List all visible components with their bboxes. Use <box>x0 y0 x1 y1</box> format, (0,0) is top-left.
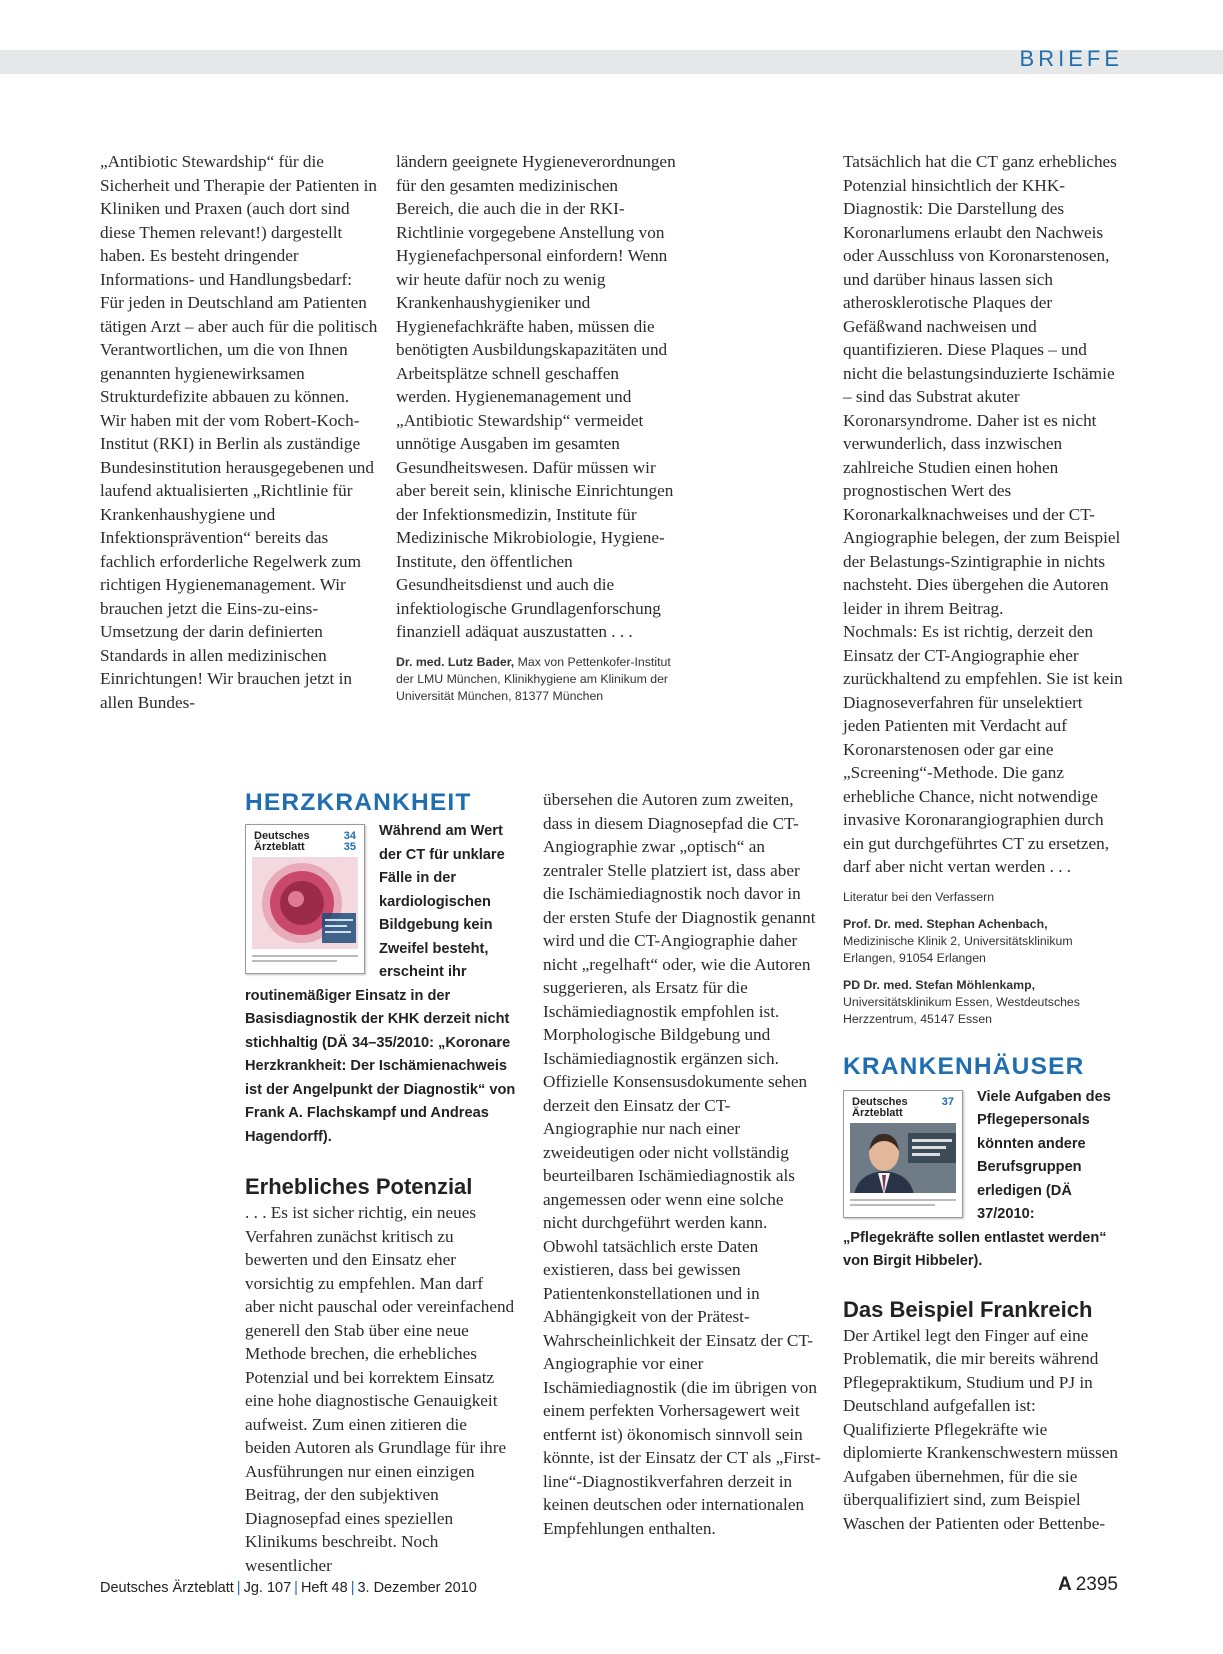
page-prefix: A <box>1057 1574 1072 1595</box>
column-2 <box>396 150 676 705</box>
herz-column <box>245 788 517 1577</box>
signature-name: Prof. Dr. med. Stephan Achenbach, <box>843 916 1048 931</box>
cover-photo <box>252 857 358 949</box>
signature-name: PD Dr. med. Stefan Möhlenkamp, <box>843 977 1036 992</box>
signature-affiliation: Max von Pettenkofer-Institut der LMU München, Klinikhygiene am Klinikum der Universität München, 81377 München <box>396 654 671 703</box>
paragraph: Der Artikel legt den Finger auf eine Problematik, die mir bereits während Pflegepraktikum, Studium und PJ in Deutschland aufgefallen ist: Qualifizierte Pflegekräfte wie diplomierte Krankenschwestern müssen Aufgaben übernehmen, für die sie überqualifiziert sind, zum Beispiel Waschen der Patienten oder Bettenbe- <box>843 1325 1118 1533</box>
column-1 <box>100 150 378 714</box>
cover-photo <box>850 1123 956 1193</box>
magazine-cover <box>843 1090 963 1218</box>
page-value: 2395 <box>1075 1574 1118 1595</box>
cover-issue-number: 37 <box>941 1095 954 1108</box>
signature <box>396 654 676 705</box>
section-label: BRIEFE <box>1019 46 1123 71</box>
teaser-text: Viele Aufgaben des Pflegepersonals könnten andere Berufsgruppen erledigen (DÄ 37/2010: „Pflegekräfte sollen entlastet werden“ von Birgit Hibbeler). <box>843 1088 1111 1269</box>
cover-brand: Deutsches Ärzteblatt <box>254 830 310 853</box>
paragraph: ländern geeignete Hygieneverordnungen für den gesamten medizinischen Bereich, die auch die in der RKI-Richtlinie vorgegebene Anstellung von Hygienefachpersonal einfordern! Wenn wir heute dafür noch zu wenig Krankenhaushygieniker und Hygienefachkräfte haben, müssen die benötigten Ausbildungskapazitäten und Arbeitsplätze schnell geschaffen werden. Hygienemanagement und „Antibiotic Stewardship“ vermeidet unnötige Ausgaben im gesamten Gesundheitswesen. Dafür müssen wir aber bereit sein, klinische Einrichtungen der Infektionsmedizin, Institute für Medizinische Mikrobiologie, Hygiene-Institute, den öffentlichen Gesundheitsdienst und auch die infektiologische Grundlagenforschung finanziell adäquat auszustatten . . . <box>396 152 676 641</box>
signature <box>843 977 1123 1028</box>
footer-citation: Deutsches Ärzteblatt | Jg. 107 | Heft 48 | 3. Dezember 2010 <box>100 1580 477 1596</box>
issue: Heft 48 <box>300 1580 348 1596</box>
column-3 <box>843 150 1123 1535</box>
paragraph: übersehen die Autoren zum zweiten, dass in diesem Diagnosepfad die CT-Angiographie zwar „optisch“ an zentraler Stelle platziert ist, dass aber die Ischämiediagnostik noch davor in der ersten Stufe der Diagnostik genannt wird und die CT-Angiographie daher nicht „regelhaft“ oder, wie die Autoren suggerieren, als Ersatz für die Ischämiediagnostik empfohlen ist. Morphologische Bildgebung und Ischämiediagnostik ergänzen sich. Offizielle Konsensusdokumente sehen derzeit den Einsatz der CT-Angiographie nur nach einer zweideutigen oder nicht vollständig beurteilbaren Ischämiediagnostik als angemessen oder wenn eine solche nicht durchgeführt werden kann. Obwohl tatsächlich erste Daten existieren, dass bei gewissen Patientenkonstellationen und in Abhängigkeit von der Prätest-Wahrscheinlichkeit der Einsatz der CT-Angiographie vor einer Ischämiediagnostik (die im übrigen von einem perfekten Vorhersagewert weit entfernt ist) ökonomisch sinnvoll sein könnte, ist der Einsatz der CT als „First-line“-Diagnostikverfahren derzeit in keinen deutschen oder internationalen Empfehlungen enthalten. <box>543 790 821 1538</box>
signature <box>843 916 1123 967</box>
subheading: Erhebliches Potenzial <box>245 1174 473 1199</box>
paragraph: . . . Es ist sicher richtig, ein neues Verfahren zunächst kritisch zu bewerten und den Einsatz eher vorsichtig zu empfehlen. Man darf aber nicht pauschal oder vereinfachend generell den Stab über eine neue Methode brechen, die erhebliches Potenzial und bei korrektem Einsatz eine hohe diagnostische Genauigkeit aufweist. Zum einen zitieren die beiden Autoren als Grundlage für ihre Ausführungen nur einen einzigen Beitrag, der den subjektiven Diagnosepfad eines speziellen Klinikums beschreibt. Noch wesentlicher <box>245 1203 515 1575</box>
cover-brand: Deutsches Ärzteblatt <box>852 1095 908 1119</box>
literature-note: Literatur bei den Verfassern <box>843 889 995 904</box>
paragraph: Nochmals: Es ist richtig, derzeit den Einsatz der CT-Angiographie eher zurückhaltend zu empfehlen. Sie ist kein Diagnoseverfahren für unselektiert jeden Patienten mit Verdacht auf Koronarstenosen oder gar eine „Screening“-Methode. Die ganz erhebliche Chance, nicht notwendige invasive Koronarangiographien durch ein gut durchgeführtes CT zu ersetzen, darf aber nicht vertan werden . . . <box>843 622 1123 876</box>
teaser <box>843 1086 1123 1274</box>
paragraph: „Antibiotic Stewardship“ für die Sicherheit und Therapie der Patienten in Kliniken und Praxen (auch dort sind diese Themen relevant!) dargestellt haben. Es besteht dringender Informations- und Handlungsbedarf: Für jeden in Deutschland am Patienten tätigen Arzt – aber auch für die politisch Verantwortlichen, um die von Ihnen genannten hygienewirksamen Strukturdefizite abbauen zu können. <box>100 152 378 406</box>
journal-name: Deutsches Ärzteblatt <box>100 1580 234 1596</box>
signature-name: Dr. med. Lutz Bader, <box>396 654 515 669</box>
subheading: Das Beispiel Frankreich <box>843 1296 1093 1322</box>
signature-affiliation: Universitätsklinikum Essen, Westdeutsches Herzzentrum, 45147 Essen <box>843 994 1080 1026</box>
teaser-text: Während am Wert der CT für unklare Fälle in der kardiologischen Bildgebung kein Zweifel besteht, erscheint ihr routinemäßiger Einsatz in der Basisdiagnostik der KHK derzeit nicht stichhaltig (DÄ 34–35/2010: „Koronare Herzkrankheit: Der Ischämienachweis ist der Angelpunkt der Diagnostik“ von Frank A. Flachskampf und Andreas Hagendorff). <box>245 823 516 1145</box>
publication-date: 3. Dezember 2010 <box>357 1580 477 1596</box>
paragraph: Tatsächlich hat die CT ganz erhebliches Potenzial hinsichtlich der KHK-Diagnostik: Die Darstellung des Koronarlumens erlaubt den Nachweis oder Ausschluss von Koronarstenosen, und darüber hinaus lassen sich atherosklerotische Plaques der Gefäßwand nachweisen und quantifizieren. Diese Plaques – und nicht die belastungsinduzierte Ischämie – sind das Substrat akuter Koronarsyndrome. Daher ist es nicht verwunderlich, dass inzwischen zahlreiche Studien einen hohen prognostischen Wert des Koronarkalknachweises und der CT-Angiographie belegen, der zum Beispiel der Belastungs-Szintigraphie in nichts nachsteht. Dies übergehen die Autoren leider in ihrem Beitrag. <box>843 152 1121 618</box>
signature-affiliation: Medizinische Klinik 2, Universitätsklinikum Erlangen, 91054 Erlangen <box>843 933 1073 965</box>
cover-footer-lines <box>252 955 358 967</box>
volume: Jg. 107 <box>243 1580 292 1596</box>
topic-heading: KRANKENHÄUSER <box>843 1052 1085 1080</box>
cover-footer-lines <box>850 1199 956 1211</box>
magazine-cover <box>245 824 365 974</box>
topic-heading: HERZKRANKHEIT <box>245 789 472 816</box>
teaser <box>245 820 517 1149</box>
page-number <box>1058 1574 1118 1596</box>
paragraph: Wir haben mit der vom Robert-Koch-Institut (RKI) in Berlin als zuständige Bundesinstitution herausgegebenen und laufend aktualisierten „Richtlinie für Krankenhaushygiene und Infektionsprävention“ bereits das fachlich erforderliche Regelwerk zum richtigen Hygienemanagement. Wir brauchen jetzt die Eins-zu-eins-Umsetzung der darin definierten Standards in allen medizinischen Einrichtungen! Wir brauchen jetzt in allen Bundes- <box>100 410 374 712</box>
middle-column <box>543 788 821 1540</box>
cover-issue-number: 34 35 <box>343 830 356 853</box>
